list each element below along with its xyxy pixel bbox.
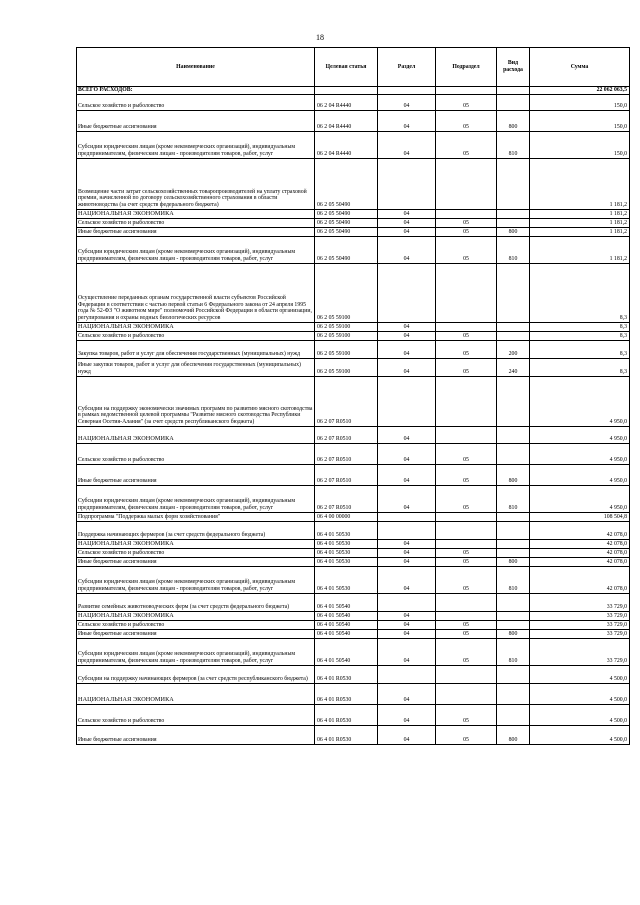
cell-name: Субсидии юридическим лицам (кроме некоммерческих организаций), индивидуальным предпринимателям, физическим лицам - производителям товаров, работ, услуг [77, 486, 315, 513]
cell-name: Сельское хозяйство и рыболовство [77, 332, 315, 341]
cell-target-article: 06 2 07 R0510 [315, 427, 378, 444]
cell-subsection [436, 513, 497, 522]
cell-target-article: 06 2 05 59100 [315, 264, 378, 323]
cell-expense-type [497, 159, 530, 210]
cell-amount: 33 729,0 [530, 612, 630, 621]
cell-expense-type [497, 427, 530, 444]
cell-amount: 1 181,2 [530, 228, 630, 237]
cell-section: 04 [378, 726, 436, 745]
table-row [77, 630, 630, 639]
cell-expense-type: 810 [497, 237, 530, 264]
cell-name: Возмещение части затрат сельскохозяйственных товаропроизводителей на уплату страховой премии, начисленной по договору сельскохозяйственного страхования в области животноводства (за счет средств федерального бюджета) [77, 159, 315, 210]
table-row [77, 522, 630, 540]
table-row [77, 444, 630, 465]
cell-target-article: 06 4 01 50540 [315, 594, 378, 612]
cell-target-article: 06 2 05 59100 [315, 341, 378, 359]
cell-target-article: 06 4 01 R0530 [315, 666, 378, 684]
cell-section: 04 [378, 111, 436, 132]
cell-expense-type: 800 [497, 558, 530, 567]
cell-target-article: 06 2 04 R4440 [315, 111, 378, 132]
cell-name: Развитие семейных животноводческих ферм (за счет средств федерального бюджета) [77, 594, 315, 612]
cell-target-article: 06 2 05 50490 [315, 237, 378, 264]
cell-subsection [436, 210, 497, 219]
cell-amount: 4 950,0 [530, 377, 630, 427]
cell-name: Закупка товаров, работ и услуг для обеспечения государственных (муниципальных) нужд [77, 341, 315, 359]
cell-subsection: 05 [436, 359, 497, 377]
cell-target-article: 06 2 05 50490 [315, 219, 378, 228]
cell-subsection: 05 [436, 228, 497, 237]
cell-subsection: 05 [436, 621, 497, 630]
cell-expense-type [497, 332, 530, 341]
table-row [77, 210, 630, 219]
cell-name: Осуществление переданных органам государственной власти субъектов Российской Федерации в соответствии с частью первой статьи 6 Федерального закона от 24 апреля 1995 года № 52-ФЗ "О животном мире" полномочий Российской Федерации в области организации, регулирования и охраны водных биологических ресурсов [77, 264, 315, 323]
cell-expense-type [497, 513, 530, 522]
cell-subsection: 05 [436, 549, 497, 558]
table-row [77, 237, 630, 264]
cell-amount: 33 729,0 [530, 594, 630, 612]
cell-target-article: 06 4 01 R0530 [315, 684, 378, 705]
table-row [77, 726, 630, 745]
cell-subsection: 05 [436, 705, 497, 726]
cell-section: 04 [378, 332, 436, 341]
cell-expense-type: 800 [497, 111, 530, 132]
cell-section: 04 [378, 444, 436, 465]
cell-subsection: 05 [436, 726, 497, 745]
cell-amount: 1 181,2 [530, 237, 630, 264]
cell-name: Сельское хозяйство и рыболовство [77, 219, 315, 228]
cell-amount: 1 181,2 [530, 219, 630, 228]
header-amount: Сумма [530, 48, 630, 87]
header-name: Наименование [77, 48, 315, 87]
cell-section: 04 [378, 427, 436, 444]
cell-subsection: 05 [436, 630, 497, 639]
cell-name: ВСЕГО РАСХОДОВ: [77, 87, 315, 95]
cell-subsection [436, 522, 497, 540]
cell-name: Иные закупки товаров, работ и услуг для обеспечения государственных (муниципальных) нужд [77, 359, 315, 377]
cell-target-article: 06 4 01 50540 [315, 612, 378, 621]
cell-expense-type: 200 [497, 341, 530, 359]
table-row [77, 486, 630, 513]
cell-amount: 4 950,0 [530, 486, 630, 513]
cell-section [378, 594, 436, 612]
cell-name: Иные бюджетные ассигнования [77, 558, 315, 567]
cell-section [378, 87, 436, 95]
cell-target-article: 06 4 01 50540 [315, 621, 378, 630]
table-row [77, 264, 630, 323]
cell-amount: 150,0 [530, 132, 630, 159]
cell-target-article: 06 4 01 50540 [315, 639, 378, 666]
cell-subsection: 05 [436, 465, 497, 486]
cell-expense-type: 810 [497, 567, 530, 594]
cell-section: 04 [378, 359, 436, 377]
table-row [77, 228, 630, 237]
cell-subsection [436, 377, 497, 427]
cell-name: Субсидии юридическим лицам (кроме некоммерческих организаций), индивидуальным предпринимателям, физическим лицам - производителям товаров, работ, услуг [77, 237, 315, 264]
cell-target-article: 06 2 04 R4440 [315, 95, 378, 111]
cell-target-article: 06 4 01 50530 [315, 540, 378, 549]
cell-section [378, 513, 436, 522]
cell-subsection: 05 [436, 95, 497, 111]
cell-name: Сельское хозяйство и рыболовство [77, 95, 315, 111]
cell-amount: 8,3 [530, 264, 630, 323]
table-row [77, 95, 630, 111]
cell-name: Сельское хозяйство и рыболовство [77, 444, 315, 465]
cell-section: 04 [378, 684, 436, 705]
cell-subsection [436, 684, 497, 705]
cell-section: 04 [378, 323, 436, 332]
header-subsection: Подраздел [436, 48, 497, 87]
cell-expense-type [497, 549, 530, 558]
table-row [77, 111, 630, 132]
cell-expense-type [497, 210, 530, 219]
cell-target-article: 06 2 07 R0510 [315, 444, 378, 465]
table-row [77, 549, 630, 558]
cell-section: 04 [378, 486, 436, 513]
table-row [77, 666, 630, 684]
table-row [77, 132, 630, 159]
table-row [77, 639, 630, 666]
cell-section [378, 377, 436, 427]
cell-subsection [436, 594, 497, 612]
cell-target-article: 06 2 05 50490 [315, 210, 378, 219]
cell-name: НАЦИОНАЛЬНАЯ ЭКОНОМИКА [77, 210, 315, 219]
table-row [77, 377, 630, 427]
cell-name: НАЦИОНАЛЬНАЯ ЭКОНОМИКА [77, 323, 315, 332]
table-row [77, 513, 630, 522]
cell-amount: 42 078,0 [530, 567, 630, 594]
cell-amount: 4 500,0 [530, 684, 630, 705]
header-expense-type: Вид расхода [497, 48, 530, 87]
cell-target-article: 06 4 01 50530 [315, 522, 378, 540]
cell-target-article: 06 2 05 59100 [315, 332, 378, 341]
table-row [77, 427, 630, 444]
cell-expense-type: 810 [497, 486, 530, 513]
cell-target-article: 06 4 01 50530 [315, 558, 378, 567]
cell-subsection: 05 [436, 237, 497, 264]
cell-target-article: 06 4 01 R0530 [315, 705, 378, 726]
cell-target-article: 06 2 07 R0510 [315, 377, 378, 427]
cell-section: 04 [378, 228, 436, 237]
cell-subsection [436, 427, 497, 444]
cell-target-article: 06 2 07 R0510 [315, 465, 378, 486]
cell-section: 04 [378, 549, 436, 558]
cell-expense-type: 800 [497, 630, 530, 639]
cell-name: Субсидии юридическим лицам (кроме некоммерческих организаций), индивидуальным предпринимателям, физическим лицам - производителям товаров, работ, услуг [77, 567, 315, 594]
table-row [77, 323, 630, 332]
cell-expense-type: 800 [497, 726, 530, 745]
cell-name: Поддержка начинающих фермеров (за счет средств федерального бюджета) [77, 522, 315, 540]
cell-amount: 108 504,8 [530, 513, 630, 522]
cell-expense-type: 800 [497, 228, 530, 237]
cell-amount: 42 078,0 [530, 549, 630, 558]
cell-name: Иные бюджетные ассигнования [77, 465, 315, 486]
cell-target-article: 06 2 05 50490 [315, 228, 378, 237]
cell-name: Сельское хозяйство и рыболовство [77, 705, 315, 726]
cell-expense-type [497, 444, 530, 465]
cell-section: 04 [378, 612, 436, 621]
cell-amount: 33 729,0 [530, 630, 630, 639]
cell-section [378, 666, 436, 684]
cell-name: НАЦИОНАЛЬНАЯ ЭКОНОМИКА [77, 540, 315, 549]
cell-section: 04 [378, 630, 436, 639]
cell-subsection [436, 323, 497, 332]
cell-name: Субсидии на поддержку начинающих фермеров (за счет средств республиканского бюджета) [77, 666, 315, 684]
header-target-article: Целевая статья [315, 48, 378, 87]
table-row [77, 465, 630, 486]
cell-expense-type [497, 87, 530, 95]
cell-expense-type: 810 [497, 132, 530, 159]
cell-name: Субсидии на поддержку экономически значимых программ по развитию мясного скотоводства в рамках ведомственной целевой программы "Развитие мясного скотоводства Республики Северная Осетия-Алания" (за счет средств республиканского бюджета) [77, 377, 315, 427]
cell-section: 04 [378, 341, 436, 359]
cell-target-article: 06 2 07 R0510 [315, 486, 378, 513]
cell-section: 04 [378, 558, 436, 567]
budget-expenses-table [76, 47, 630, 745]
cell-subsection [436, 87, 497, 95]
cell-section: 04 [378, 639, 436, 666]
cell-expense-type [497, 264, 530, 323]
cell-section: 04 [378, 95, 436, 111]
cell-amount: 4 500,0 [530, 705, 630, 726]
cell-expense-type [497, 612, 530, 621]
cell-amount: 33 729,0 [530, 621, 630, 630]
cell-target-article: 06 4 01 50530 [315, 567, 378, 594]
cell-amount: 22 062 063,5 [530, 87, 630, 95]
table-row [77, 359, 630, 377]
cell-subsection [436, 612, 497, 621]
cell-section: 04 [378, 237, 436, 264]
table-row [77, 540, 630, 549]
cell-expense-type [497, 684, 530, 705]
table-row [77, 558, 630, 567]
cell-expense-type [497, 377, 530, 427]
cell-amount: 150,0 [530, 95, 630, 111]
header-section: Раздел [378, 48, 436, 87]
cell-subsection: 05 [436, 132, 497, 159]
cell-subsection: 05 [436, 486, 497, 513]
cell-section: 04 [378, 705, 436, 726]
table-row [77, 684, 630, 705]
cell-amount: 42 078,0 [530, 522, 630, 540]
cell-amount: 8,3 [530, 341, 630, 359]
cell-amount: 8,3 [530, 332, 630, 341]
cell-section: 04 [378, 465, 436, 486]
cell-expense-type [497, 540, 530, 549]
table-row [77, 567, 630, 594]
table-body [77, 87, 630, 745]
cell-target-article: 06 2 05 59100 [315, 359, 378, 377]
cell-amount: 4 500,0 [530, 726, 630, 745]
cell-amount: 42 078,0 [530, 540, 630, 549]
cell-name: Иные бюджетные ассигнования [77, 111, 315, 132]
cell-section: 04 [378, 567, 436, 594]
cell-expense-type [497, 594, 530, 612]
cell-section [378, 159, 436, 210]
cell-amount: 42 078,0 [530, 558, 630, 567]
cell-subsection: 05 [436, 219, 497, 228]
cell-name: Сельское хозяйство и рыболовство [77, 621, 315, 630]
cell-subsection [436, 540, 497, 549]
cell-target-article: 06 4 00 00000 [315, 513, 378, 522]
cell-amount: 4 950,0 [530, 427, 630, 444]
cell-target-article: 06 2 05 59100 [315, 323, 378, 332]
cell-expense-type [497, 666, 530, 684]
cell-amount: 1 181,2 [530, 159, 630, 210]
cell-section: 04 [378, 132, 436, 159]
cell-subsection [436, 264, 497, 323]
cell-amount: 4 500,0 [530, 666, 630, 684]
table-row [77, 594, 630, 612]
cell-target-article: 06 2 05 50490 [315, 159, 378, 210]
cell-name: НАЦИОНАЛЬНАЯ ЭКОНОМИКА [77, 684, 315, 705]
cell-name: Подпрограмма "Поддержка малых форм хозяйствования" [77, 513, 315, 522]
cell-target-article: 06 2 04 R4440 [315, 132, 378, 159]
cell-section [378, 522, 436, 540]
cell-subsection: 05 [436, 111, 497, 132]
cell-section: 04 [378, 219, 436, 228]
cell-subsection: 05 [436, 444, 497, 465]
table-row [77, 219, 630, 228]
cell-subsection: 05 [436, 639, 497, 666]
cell-amount: 150,0 [530, 111, 630, 132]
cell-expense-type: 800 [497, 465, 530, 486]
cell-target-article [315, 87, 378, 95]
page-number: 18 [316, 33, 324, 42]
cell-subsection [436, 159, 497, 210]
table-row [77, 621, 630, 630]
cell-amount: 8,3 [530, 323, 630, 332]
cell-subsection: 05 [436, 558, 497, 567]
cell-section: 04 [378, 210, 436, 219]
cell-amount: 4 950,0 [530, 465, 630, 486]
table-row [77, 332, 630, 341]
cell-section: 04 [378, 540, 436, 549]
cell-subsection [436, 666, 497, 684]
cell-amount: 1 181,2 [530, 210, 630, 219]
cell-target-article: 06 4 01 50540 [315, 630, 378, 639]
table-row [77, 705, 630, 726]
cell-section: 04 [378, 621, 436, 630]
cell-expense-type: 240 [497, 359, 530, 377]
table-row [77, 87, 630, 95]
cell-subsection: 05 [436, 341, 497, 359]
cell-expense-type [497, 219, 530, 228]
table-row [77, 612, 630, 621]
cell-expense-type [497, 95, 530, 111]
table-row [77, 159, 630, 210]
cell-name: Субсидии юридическим лицам (кроме некоммерческих организаций), индивидуальным предпринимателям, физическим лицам - производителям товаров, работ, услуг [77, 132, 315, 159]
cell-expense-type [497, 705, 530, 726]
table-header-row [77, 48, 630, 87]
cell-expense-type [497, 323, 530, 332]
cell-expense-type [497, 522, 530, 540]
cell-target-article: 06 4 01 R0530 [315, 726, 378, 745]
cell-name: Иные бюджетные ассигнования [77, 228, 315, 237]
cell-name: Субсидии юридическим лицам (кроме некоммерческих организаций), индивидуальным предпринимателям, физическим лицам - производителям товаров, работ, услуг [77, 639, 315, 666]
cell-amount: 33 729,0 [530, 639, 630, 666]
cell-amount: 4 950,0 [530, 444, 630, 465]
cell-section [378, 264, 436, 323]
cell-name: Иные бюджетные ассигнования [77, 726, 315, 745]
cell-name: НАЦИОНАЛЬНАЯ ЭКОНОМИКА [77, 427, 315, 444]
cell-subsection: 05 [436, 567, 497, 594]
cell-subsection: 05 [436, 332, 497, 341]
table-row [77, 341, 630, 359]
cell-name: Иные бюджетные ассигнования [77, 630, 315, 639]
cell-name: Сельское хозяйство и рыболовство [77, 549, 315, 558]
cell-amount: 8,3 [530, 359, 630, 377]
cell-expense-type [497, 621, 530, 630]
cell-name: НАЦИОНАЛЬНАЯ ЭКОНОМИКА [77, 612, 315, 621]
cell-target-article: 06 4 01 50530 [315, 549, 378, 558]
cell-expense-type: 810 [497, 639, 530, 666]
